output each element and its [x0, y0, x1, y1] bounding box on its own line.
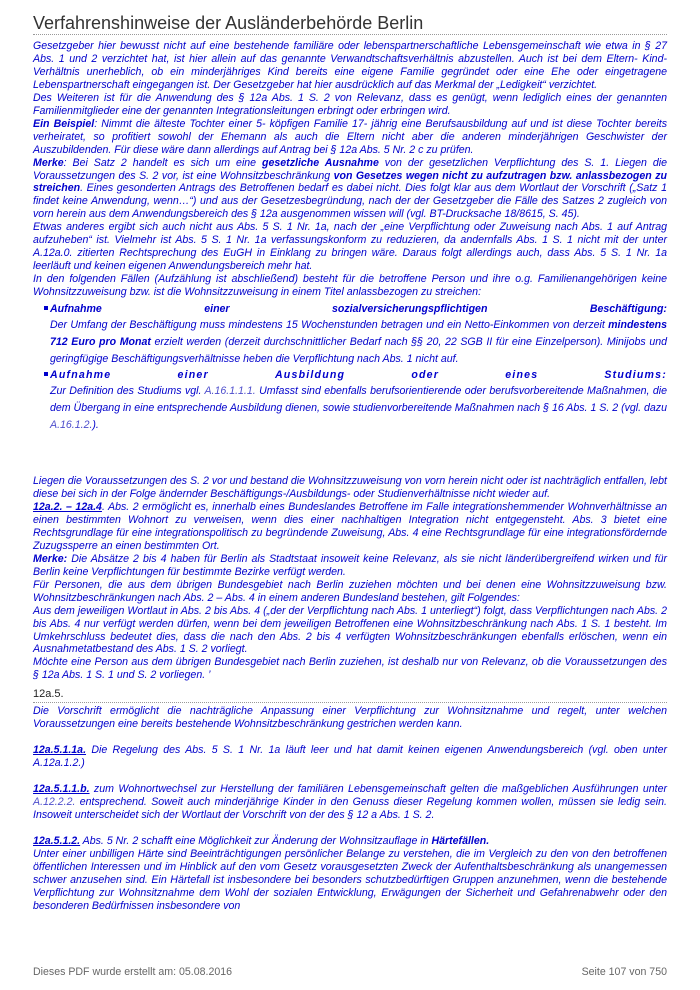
list-item-title: Aufnahme einer Ausbildung oder eines Studiums: — [50, 369, 667, 382]
paragraph: Des Weiteren ist für die Anwendung des § 12a Abs. 1 S. 2 von Relevanz, dass es genügt, wenn lediglich eines der genannten Familienmitglieder eine der genannten Integrationsleitungen erbringt oder erbringen wird. — [33, 91, 667, 117]
paragraph: Unter einer unbilligen Härte sind Beeinträchtigungen persönlicher Belange zu verstehen, die im Vergleich zu den von den betroffenen öffentlichen Interessen und im Hinblick auf den vom Gesetz vorausgesetzten Zweck der Aufenthaltsbeschränkung als unangemessen schwer anzusehen sind. Ein Härtefall ist insbesondere bei besonders schutzbedürftigen Gruppen anzunehmen, wenn die bestehende Verpflichtung zur Wohnsitznahme dem Wohl der sozialen Entwicklung, Erwägungen der Sicherheit und Gefahrenabwehr oder den besonderen Bedürfnissen insbesondere von — [33, 847, 667, 912]
section-anchor-link[interactable]: 12a.5.1.2. — [33, 834, 81, 847]
divider — [33, 702, 667, 703]
paragraph: 12a.2. – 12a.4. Abs. 2 ermöglicht es, innerhalb eines Bundeslandes Betroffene im Falle integrationshemmender Wohnverhältnisse an einen bestimmten Wohnort zu verweisen, wenn dies einer nachhaltigen Integration nicht entgegensteht. Abs. 3 bietet eine Rechtsgrundlage für eine integrationspolitisch zu begründende Zuweisung, Abs. 4 eine Rechtsgrundlage für eine integrationsfördernde Zuzugssperre an einen bestimmten Ort. — [33, 500, 668, 552]
list-item-body: Der Umfang der Beschäftigung muss mindestens 15 Wochenstunden betragen und ein Netto-Einkommen von derzeit mindestens 712 Euro pro Monat erzielt werden (derzeit durchschnittlicher Bedarf nach §§ 20, 22 SGB II für eine Einzelperson). Minijobs und geringfügige Beschäftigungsverhältnisse heben die Verpflichtung nach Abs. 1 nicht auf. — [50, 319, 667, 366]
list-item — [33, 368, 667, 434]
section-anchor-link[interactable]: 12a.5.1.1a. — [33, 744, 87, 757]
document-body — [33, 40, 667, 913]
paragraph-merke: Merke: Die Absätze 2 bis 4 haben für Berlin als Stadtstaat insoweit keine Relevanz, als sie nicht länderübergreifend wirken und für Berlin keine Verpflichtungen für bestimmte Bezirke verfügt werden. — [33, 552, 667, 578]
bold-text: Ein Beispiel — [33, 117, 95, 130]
paragraph: Etwas anderes ergibt sich auch nicht aus Abs. 5 S. 1 Nr. 1a, nach der „eine Verpflichtung oder Zuweisung nach Abs. 1 auf Antrag aufzuheben“ ist. Vielmehr ist Abs. 5 S. 1 Nr. 1a verfassungskonform zu reduzieren, da andernfalls Abs. 1 S. 1 nicht mit der unter A.12a.0. zitierten Rechtsprechung des EuGH in Einklang zu bringen wäre. Daraus folgt allerdings auch, dass Abs. 5 S. 1 Nr. 1a leerläuft und keinen eigenen Anwendungsbereich mehr hat. — [33, 221, 667, 273]
reference-link[interactable]: A.16.1.2. — [50, 419, 93, 432]
paragraph-merke: Merke: Bei Satz 2 handelt es sich um eine gesetzliche Ausnahme von der gesetzlichen Verpflichtung des S. 1. Liegen die Voraussetzungen des S. 2 vor, ist eine Wohnsitzbeschränkung von Gesetzes wegen nicht zu aufzutragen bzw. anlassbezogen zu streichen. Eines gesonderten Antrags des Betroffenen bedarf es dabei nicht. Dies folgt klar aus dem Wortlaut der Vorschrift („Satz 1 findet keine Anwendung, wenn…“) und aus der Gesetzesbegründung, nach der der Gesetzgeber die Fälle des Satzes 2 zugleich von vorn herein aus dem Anwendungsbereich des § 12a ausgenommen wissen will (vgl. BT-Drucksache 18/8615, S. 45). — [33, 156, 667, 221]
paragraph: 12a.5.1.1.b. zum Wohnortwechsel zur Herstellung der familiären Lebensgemeinschaft gelten die maßgeblichen Ausführungen unter A.12.2.2. entsprechend. Soweit auch minderjährige Kinder in den Genuss dieser Regelung kommen wollen, müssen sie ledig sein. Insoweit unterscheidet sich der Wortlaut der Vorschrift von der des § 12 a Abs. 1 S. 2. — [33, 783, 667, 822]
section-anchor-link[interactable]: 12a.5.1.1.b. — [33, 783, 90, 796]
page-header — [33, 12, 667, 35]
page-number: Seite 107 von 750 — [581, 966, 667, 978]
paragraph: Aus dem jeweiligen Wortlaut in Abs. 2 bis Abs. 4 („der der Verpflichtung nach Abs. 1 unterliegt“) folgt, dass Verpflichtungen nach Abs. 2 bis Abs. 4 nur verfügt werden dürfen, wenn bei dem jeweiligen Betroffenen eine Wohnsitzbeschränkung nach Abs. 1 S. 1 besteht. Im Umkehrschluss bedeutet dies, dass die nach den Abs. 2 bis 4 verfügten Wohnsitzbeschränkungen ebenfalls erlöschen, wenn ein Ausnahmetatbestand des Abs. 1 S. 2 vorliegt. — [33, 604, 667, 656]
paragraph: In den folgenden Fällen (Aufzählung ist abschließend) besteht für die betroffene Person und ihre o.g. Familienangehörigen keine Wohnsitzzuweisung bzw. ist die Wohnsitzzuweisung in einem Titel anlassbezogen zu streichen: — [33, 273, 667, 299]
list-item-title: Aufnahme einer sozialversicherungspflichtigen Beschäftigung: — [50, 303, 667, 316]
creation-date: Dieses PDF wurde erstellt am: 05.08.2016 — [33, 966, 233, 978]
reference-link[interactable]: A.16.1.1.1. — [204, 385, 256, 398]
case-list — [33, 302, 667, 434]
bullet-icon — [44, 372, 48, 376]
section-heading: 12a.5. — [33, 688, 64, 701]
paragraph: Gesetzgeber hier bewusst nicht auf eine bestehende familiäre oder lebenspartnerschaftliche Lebensgemeinschaft wie etwa in § 27 Abs. 1 und 2 verzichtet hat, ist hier allein auf das genannte Verwandtschaftsverhältnis abzustellen. Auch ist bei dem Eltern- Kind- Verhältnis unerheblich, ob ein minderjähriges Kind bereits eine eigene Familie gegründet oder eine Ehe oder eingetragene Lebenspartnerschaft eingegangen ist. Der Gesetzgeber hat hier ausdrücklich auf das Merkmal der „Ledigkeit“ verzichtet. — [33, 40, 667, 91]
list-item — [33, 302, 667, 368]
paragraph: 12a.5.1.1a. Die Regelung des Abs. 5 S. 1 Nr. 1a läuft leer und hat damit keinen eigenen Anwendungsbereich (vgl. oben unter A.12a.1.2.) — [33, 744, 667, 770]
paragraph: Liegen die Voraussetzungen des S. 2 vor und bestand die Wohnsitzzuweisung von vorn herein nicht oder ist nachträglich entfallen, lebt diese bei sich in der Folge ändernder Beschäftigungs-/Ausbildungs- oder Studienverhältnisse nicht wieder auf. — [33, 475, 667, 501]
section-anchor-link[interactable]: 12a.2. – 12a.4 — [33, 500, 102, 513]
bullet-icon — [44, 306, 48, 310]
document-title: Verfahrenshinweise der Ausländerbehörde Berlin — [33, 13, 424, 33]
paragraph: 12a.5.1.2. Abs. 5 Nr. 2 schafft eine Möglichkeit zur Änderung der Wohnsitzauflage in Härtefällen. — [33, 834, 490, 847]
paragraph-example: Ein Beispiel: Nimmt die älteste Tochter einer 5- köpfigen Familie 17- jährig eine Berufsausbildung auf und ist diese Tochter bereits verheiratet, so profitiert sowohl der Ehemann als auch die Eltern nicht aber die anderen minderjährigen Geschwister der Auszubildenden. Für diese wäre dann allerdings auf Antrag bei § 12a Abs. 5 Nr. 2 c zu prüfen. — [33, 117, 667, 156]
paragraph: Die Vorschrift ermöglicht die nachträgliche Anpassung einer Verpflichtung zur Wohnsitznahme und regelt, unter welchen Voraussetzungen eine bereits bestehende Wohnsitzbeschränkung gestrichen werden kann. — [33, 705, 667, 731]
paragraph: Für Personen, die aus dem übrigen Bundesgebiet nach Berlin zuziehen möchten und bei denen eine Wohnsitzzuweisung bzw. Wohnsitzbeschränkungen nach Abs. 2 – Abs. 4 in einem anderen Bundesland bestehen, gilt Folgendes: — [33, 578, 667, 604]
page-footer — [33, 966, 667, 978]
paragraph: Möchte eine Person aus dem übrigen Bundesgebiet nach Berlin zuziehen, ist deshalb nur von Relevanz, ob die Voraussetzungen des § 12a Abs. 1 S. 1 und S. 2 vorliegen. ’ — [33, 656, 667, 682]
reference-link[interactable]: A.12.2.2. — [33, 796, 76, 809]
list-item-body: Zur Definition des Studiums vgl. A.16.1.1.1. Umfasst sind ebenfalls berufsorientierende oder berufsvorbereitende Maßnahmen, die dem Übergang in eine entsprechende Ausbildung dienen, sowie studienvorbereitende Maßnahmen nach § 16 Abs. 1 S. 2 (vgl. dazu A.16.1.2.). — [50, 385, 667, 432]
